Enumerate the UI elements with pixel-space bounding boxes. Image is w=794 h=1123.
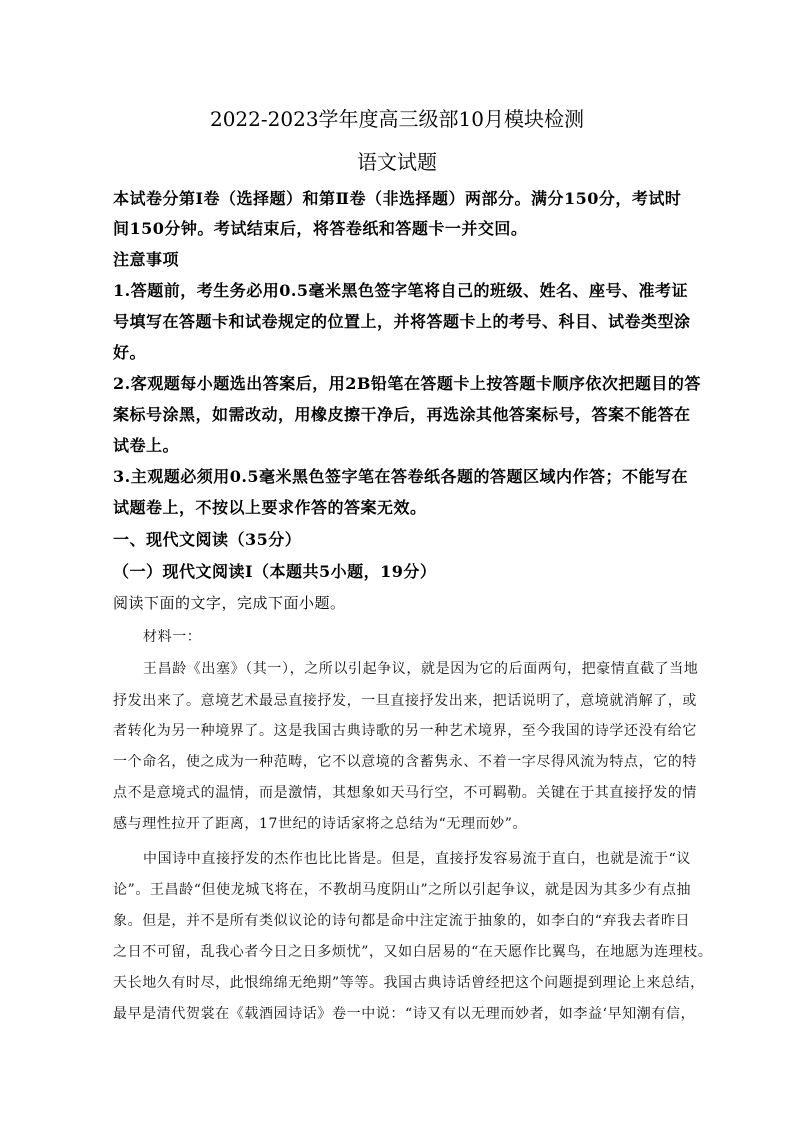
- notice-line: 3.主观题必须用0.5毫米黑色签字笔在答卷纸各题的答题区域内作答；不能写在: [113, 467, 689, 486]
- notice-line: 号填写在答题卡和试卷规定的位置上，并将答题卡上的考号、科目、试卷类型涂: [113, 312, 691, 331]
- paragraph-line: 抒发出来了。意境艺术最忌直接抒发，一旦直接抒发出来，把话说明了，意境就消解了，或: [113, 693, 697, 709]
- paragraph-line: 感与理性拉开了距离，17世纪的诗话家将之总结为“无理而妙”。: [113, 816, 528, 832]
- notice-line: 试卷上。: [113, 436, 180, 455]
- paragraph-line: 之日不可留，乱我心者今日之日多烦忧”，又如白居易的“在天愿作比翼鸟，在地愿为连理枝。: [113, 944, 713, 960]
- paragraph-line: 者转化为另一种境界了。这是我国古典诗歌的另一种艺术境界，至今我国的诗学还没有给它: [113, 723, 697, 739]
- paragraph-line: 点不是意境式的温情，而是激情，其想象如天马行空，不可羁勒。关键在于其直接抒发的情: [113, 785, 697, 801]
- notice-line: 2.客观题每小题选出答案后，用2B铅笔在答题卡上按答题卡顺序依次把题目的答: [113, 374, 701, 393]
- paragraph-line: 最早是清代贺裳在《载酒园诗话》卷一中说：“诗又有以无理而妙者，如李益‘早知潮有信，: [113, 1006, 696, 1022]
- intro-line: 本试卷分第Ⅰ卷（选择题）和第Ⅱ卷（非选择题）两部分。满分150分，考试时: [113, 189, 682, 208]
- reading-instruction: 阅读下面的文字，完成下面小题。: [113, 594, 346, 612]
- notice-line: 1.答题前，考生务必用0.5毫米黑色签字笔将自己的班级、姓名、座号、准考证: [113, 281, 689, 300]
- paragraph-line: 论”。王昌龄“但使龙城飞将在，不教胡马度阴山”之所以引起争议，就是因为其多少有点抽: [113, 882, 692, 898]
- paragraph-line: 象。但是，并不是所有类似议论的诗句都是命中注定流于抽象的，如李白的“弃我去者昨日: [113, 913, 691, 929]
- notice-heading: 注意事项: [113, 250, 180, 269]
- notice-line: 案标号涂黑，如需改动，用橡皮擦干净后，再选涂其他答案标号，答案不能答在: [113, 405, 691, 424]
- material-label: 材料一：: [143, 629, 202, 645]
- section-heading: 一、现代文阅读（35分）: [113, 530, 302, 549]
- paragraph-line: 中国诗中直接抒发的杰作也比比皆是。但是，直接抒发容易流于直白，也就是流于“议: [143, 851, 691, 867]
- notice-line: 试题卷上，不按以上要求作答的答案无效。: [113, 498, 427, 517]
- notice-line: 好。: [113, 343, 147, 362]
- exam-title: 2022-2023学年度高三级部10月模块检测: [209, 107, 584, 131]
- paragraph-line: 一个命名，使之成为一种范畴，它不以意境的含蓄隽永、不着一字尽得风流为特点，它的特: [113, 754, 697, 770]
- exam-subtitle: 语文试题: [357, 150, 437, 174]
- subsection-heading: （一）现代文阅读Ⅰ（本题共5小题，19分）: [113, 562, 437, 581]
- intro-line: 间150分钟。考试结束后，将答卷纸和答题卡一并交回。: [113, 219, 528, 238]
- paragraph-line: 天长地久有时尽，此恨绵绵无绝期”等等。我国古典诗话曾经把这个问题提到理论上来总结，: [113, 975, 705, 991]
- paragraph-line: 王昌龄《出塞》（其一），之所以引起争议，就是因为它的后面两句，把豪情直截了当地: [143, 661, 699, 677]
